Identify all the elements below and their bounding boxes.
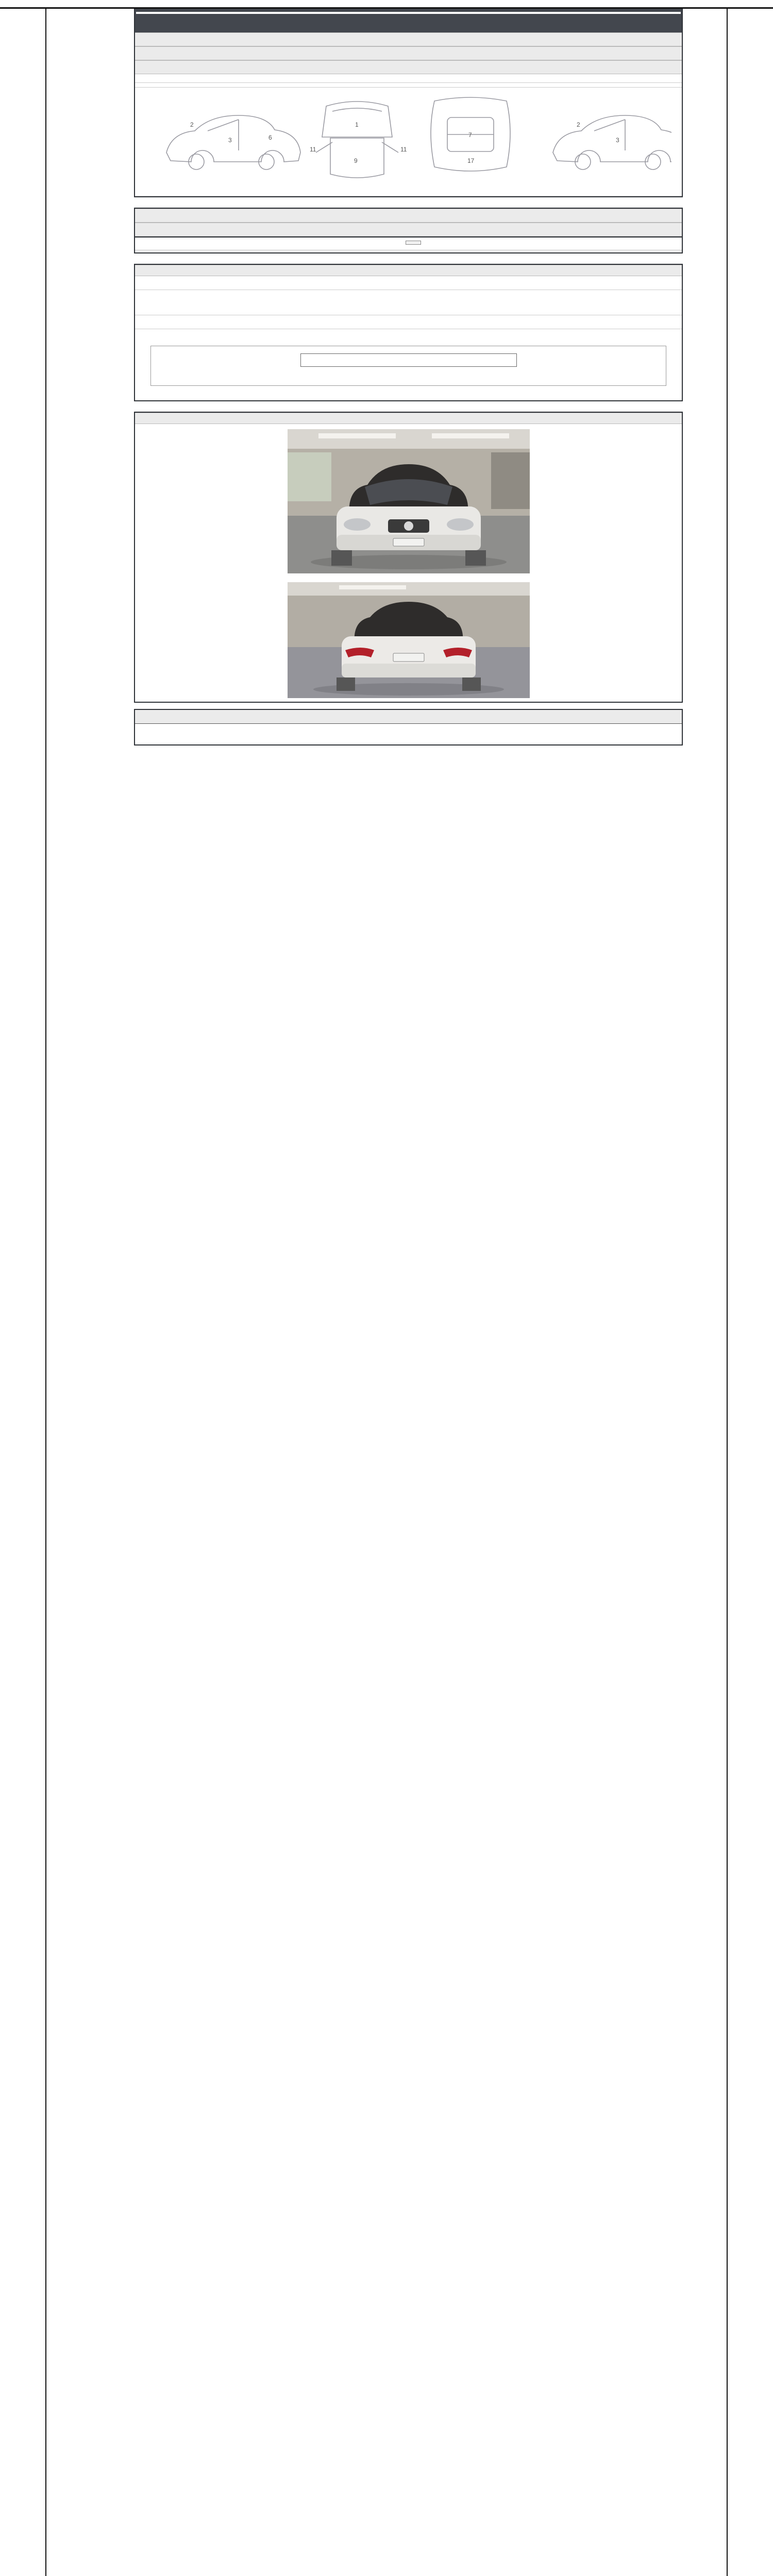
page1-block xyxy=(134,7,683,197)
signature-header xyxy=(135,710,682,724)
photos-block xyxy=(134,412,683,703)
svg-text:7: 7 xyxy=(468,131,472,139)
header-rule xyxy=(136,12,681,14)
svg-text:6: 6 xyxy=(268,134,272,141)
photo-rear-svg xyxy=(288,582,530,698)
page-marker-2 xyxy=(134,197,683,200)
valuation-box-title xyxy=(300,353,517,367)
page-border-right xyxy=(727,7,728,2576)
notice-body xyxy=(135,276,682,400)
valuation-box xyxy=(150,346,666,386)
inspection-photo-front xyxy=(135,424,682,577)
vehicle-diagram xyxy=(135,88,682,196)
notice-list-b6 xyxy=(135,307,682,308)
page-marker-4 xyxy=(134,401,683,404)
notice-section-a-title xyxy=(135,276,682,290)
final-price-value xyxy=(406,241,421,245)
svg-text:11: 11 xyxy=(309,146,316,153)
page-marker-3 xyxy=(134,253,683,257)
notice-block xyxy=(134,264,683,401)
detail-header xyxy=(135,209,682,223)
basic-info-header xyxy=(135,32,682,46)
svg-text:9: 9 xyxy=(354,157,358,164)
notice-header xyxy=(135,265,682,276)
notice-list-c xyxy=(135,329,682,337)
accident-header xyxy=(135,60,682,74)
svg-text:17: 17 xyxy=(467,157,474,164)
damage-code-legend xyxy=(135,74,682,83)
notice-list-b xyxy=(135,298,682,307)
etc-header xyxy=(135,223,682,236)
inspection-photo-rear xyxy=(135,577,682,702)
document-header xyxy=(135,8,682,32)
vehicle-diagram-svg xyxy=(146,91,671,191)
signature-block xyxy=(134,709,683,745)
legend-note xyxy=(135,83,682,88)
svg-text:3: 3 xyxy=(228,137,232,144)
photos-header xyxy=(135,413,682,424)
comprehensive-header xyxy=(135,46,682,60)
svg-text:1: 1 xyxy=(355,121,359,128)
svg-text:2: 2 xyxy=(576,121,580,128)
svg-text:3: 3 xyxy=(615,137,619,144)
page2-block xyxy=(134,208,683,253)
signature-body xyxy=(135,724,682,744)
page-border-top xyxy=(0,7,773,9)
page-border-left xyxy=(45,7,46,2576)
notice-list-a xyxy=(135,290,682,298)
final-price-note xyxy=(135,248,682,250)
document xyxy=(134,7,683,745)
svg-text:11: 11 xyxy=(400,146,407,153)
notice-section-b-title xyxy=(135,315,682,329)
final-price-band xyxy=(135,236,682,252)
svg-text:2: 2 xyxy=(190,121,194,128)
photo-front-svg xyxy=(288,429,530,573)
document-number xyxy=(135,21,682,27)
